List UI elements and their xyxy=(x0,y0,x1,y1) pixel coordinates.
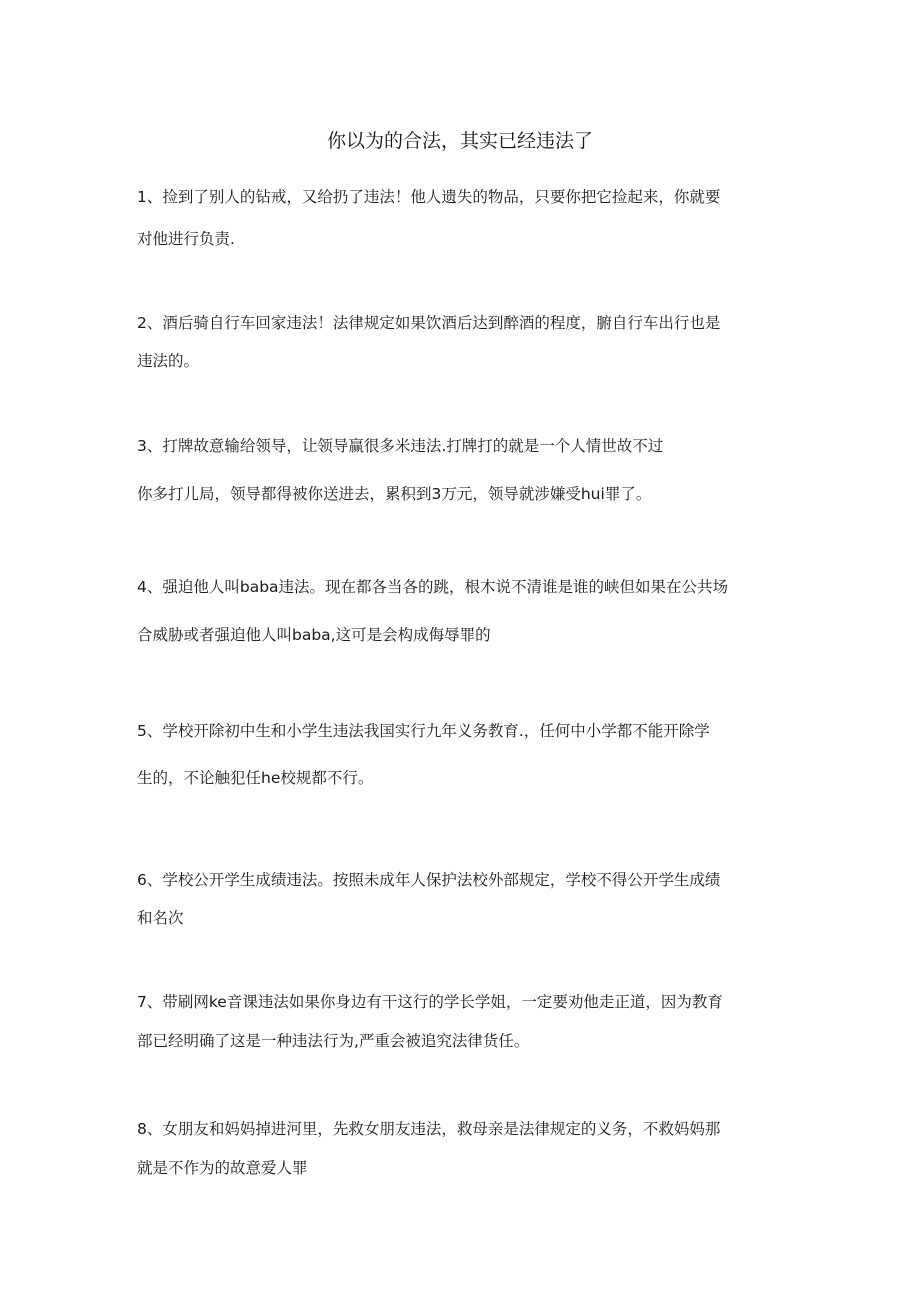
item-3-line-2: 你多打儿局，领导都得被你送进去，累积到3万元，领导就涉嫌受hui罪了。 xyxy=(137,485,652,503)
item-3-line-1: 3、打牌故意输给领导，让领导赢很多米违法.打牌打的就是一个人情世故不过 xyxy=(137,437,664,455)
item-8-line-1: 8、女朋友和妈妈掉进河里，先救女朋友违法，救母亲是法律规定的义务，不救妈妈那 xyxy=(137,1120,721,1138)
item-5-line-2: 生的，不论触犯任he校规都不行。 xyxy=(137,769,374,787)
item-4-line-1: 4、强迫他人叫baba违法。现在都各当各的跳，根木说不清谁是谁的峡但如果在公共场 xyxy=(137,578,729,596)
item-6-line-2: 和名次 xyxy=(137,909,184,927)
item-2-line-1: 2、酒后骑自行车回家违法！法律规定如果饮酒后达到醉酒的程度，腑自行车出行也是 xyxy=(137,314,721,332)
item-1-line-1: 1、捡到了别人的钻戒，又给扔了违法！他人遗失的物品，只要你把它捡起来，你就要 xyxy=(137,188,721,206)
item-1-line-2: 对他进行负责. xyxy=(137,230,235,248)
item-7-line-2: 部已经明确了这是一种违法行为,严重会被追究法律货任。 xyxy=(137,1032,530,1050)
item-6-line-1: 6、学校公开学生成绩违法。按照未成年人保护法校外部规定，学校不得公开学生成绩 xyxy=(137,871,721,889)
item-7-line-1: 7、带刷网ke音课违法如果你身边有干这行的学长学姐，一定要劝他走正道，因为教育 xyxy=(137,993,723,1011)
document-title: 你以为的合法，其实已经违法了 xyxy=(326,130,593,152)
item-8-line-2: 就是不作为的故意爱人罪 xyxy=(137,1159,308,1177)
item-5-line-1: 5、学校开除初中生和小学生违法我国实行九年义务教育.，任何中小学都不能开除学 xyxy=(137,722,710,740)
item-4-line-2: 合威胁或者强迫他人叫baba,这可是会构成侮辱罪的 xyxy=(137,626,491,644)
item-2-line-2: 违法的。 xyxy=(137,352,200,370)
